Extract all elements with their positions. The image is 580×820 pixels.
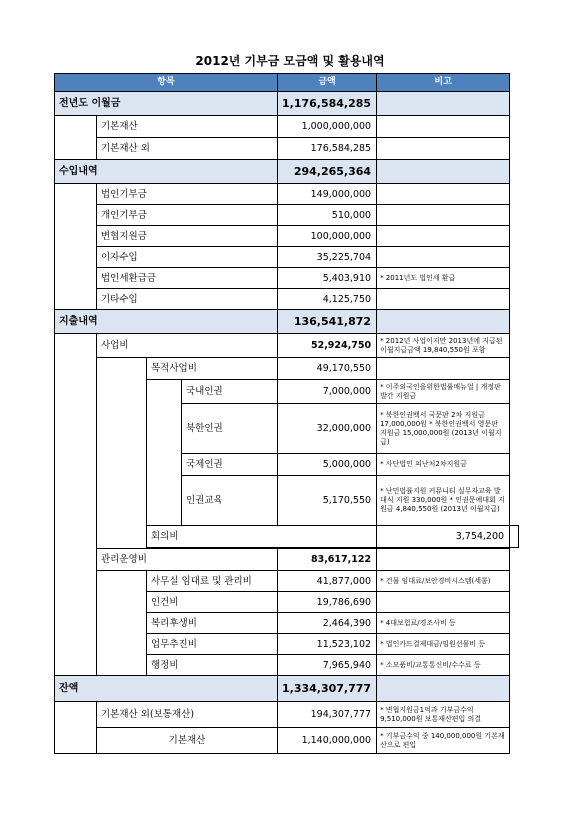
row-note	[377, 247, 510, 268]
row-amount: 11,523,102	[278, 634, 377, 655]
row-amount: 7,965,940	[278, 655, 377, 676]
row-note: * 4대보험료/경조사비 등	[377, 613, 510, 634]
row-note	[510, 526, 519, 548]
table-row	[55, 92, 519, 116]
row-note	[377, 138, 510, 160]
row-label: 기본재산 외(보통재산)	[97, 702, 278, 728]
donation-table	[54, 73, 519, 754]
row-note	[377, 289, 510, 310]
row-amount: 35,225,704	[278, 247, 377, 268]
row-note	[377, 226, 510, 247]
row-amount: 3,754,200	[377, 526, 510, 548]
row-label: 국내인권	[182, 380, 278, 404]
row-amount: 7,000,000	[278, 380, 377, 404]
header-item: 항목	[55, 74, 278, 92]
row-note: * 2011년도 법인세 환급	[377, 268, 510, 289]
row-amount: 5,170,550	[278, 476, 377, 526]
row-amount: 136,541,872	[278, 310, 377, 334]
table-row	[55, 728, 519, 754]
row-note: * 난민법률지원 커뮤니티 실무자교육 발대식 지원 330,000원 * 인권문예대회 지원금 4,840,550원 (2013년 이월지급)	[377, 476, 510, 526]
row-label: 개인기부금	[97, 205, 278, 226]
row-amount: 294,265,364	[278, 160, 377, 184]
row-label: 법인기부금	[97, 184, 278, 205]
row-amount: 19,786,690	[278, 592, 377, 613]
row-amount: 1,140,000,000	[278, 728, 377, 754]
row-note: * 소모품비/교통통신비/수수료 등	[377, 655, 510, 676]
page-title: 2012년 기부금 모금액 및 활용내역	[195, 54, 385, 68]
row-amount: 32,000,000	[278, 404, 377, 454]
row-amount: 1,000,000,000	[278, 116, 377, 138]
row-label: 사무실 임대료 및 관리비	[147, 571, 278, 592]
row-amount: 49,170,550	[278, 358, 377, 380]
row-note	[377, 358, 510, 380]
row-label: 기본재산	[97, 116, 278, 138]
table-row	[55, 334, 519, 358]
row-label: 전년도 이월금	[55, 92, 278, 116]
row-label: 기타수입	[97, 289, 278, 310]
row-note	[377, 160, 510, 184]
row-note: * 기부금수익 중 140,000,000원 기본재산으로 편입	[377, 728, 510, 754]
row-amount: 5,403,910	[278, 268, 377, 289]
row-label: 북한인권	[182, 404, 278, 454]
table-row	[55, 289, 519, 310]
row-note: * 건물 임대료/보안경비시스템(세콤)	[377, 571, 510, 592]
row-label: 사업비	[97, 334, 278, 358]
row-label: 복리후생비	[147, 613, 278, 634]
row-note	[377, 549, 510, 571]
row-amount: 176,584,285	[278, 138, 377, 160]
row-amount: 5,000,000	[278, 454, 377, 476]
table-row	[55, 247, 519, 268]
row-label: 행정비	[147, 655, 278, 676]
row-label: 지출내역	[55, 310, 278, 334]
table-row	[55, 184, 519, 205]
row-amount: 100,000,000	[278, 226, 377, 247]
row-note: * 법인카드결제대금/임원선물비 등	[377, 634, 510, 655]
row-label: 업무추진비	[147, 634, 278, 655]
table-row	[55, 571, 519, 592]
row-note: * 사단법인 피난처2차지원금	[377, 454, 510, 476]
row-label: 기본재산 외	[97, 138, 278, 160]
row-label: 회의비	[147, 526, 377, 548]
row-label: 잔액	[55, 676, 278, 702]
row-label: 기본재산	[97, 728, 278, 754]
row-note: * 이주외국인을위한법률매뉴얼 | 개정판 발간 지원금	[377, 380, 510, 404]
row-amount: 1,334,307,777	[278, 676, 377, 702]
row-amount: 194,307,777	[278, 702, 377, 728]
row-label: 인권교육	[182, 476, 278, 526]
table-row	[55, 676, 519, 702]
row-label: 목적사업비	[147, 358, 278, 380]
table-row	[55, 702, 519, 728]
table-row	[55, 138, 519, 160]
row-note	[377, 205, 510, 226]
table-row	[55, 226, 519, 247]
row-note: * 북한인권백서 국문판 2차 지원금 17,000,000원 * 북한인권백서 영문판 지원금 15,000,000원 (2013년 이월지급)	[377, 404, 510, 454]
row-note	[377, 116, 510, 138]
row-amount: 52,924,750	[278, 334, 377, 358]
row-note: * 2012년 사업이지만 2013년에 지급된 이월지급금액 19,840,550원 포함	[377, 334, 510, 358]
row-note	[377, 592, 510, 613]
row-note	[377, 184, 510, 205]
row-amount: 510,000	[278, 205, 377, 226]
row-label: 관리운영비	[97, 549, 278, 571]
row-note	[377, 676, 510, 702]
row-label: 변협지원금	[97, 226, 278, 247]
row-label: 법인세환급금	[97, 268, 278, 289]
row-amount: 2,464,390	[278, 613, 377, 634]
row-label: 인건비	[147, 592, 278, 613]
table-row	[55, 549, 519, 571]
row-label: 이자수입	[97, 247, 278, 268]
row-amount: 149,000,000	[278, 184, 377, 205]
row-note: * 변협지원금1억과 기부금수익 9,510,000원 보통재산편입 의결	[377, 702, 510, 728]
row-label: 수입내역	[55, 160, 278, 184]
table-row	[55, 160, 519, 184]
table-row	[55, 310, 519, 334]
row-amount: 41,877,000	[278, 571, 377, 592]
header-amount: 금액	[278, 74, 377, 92]
table-row	[55, 268, 519, 289]
row-amount: 4,125,750	[278, 289, 377, 310]
table-row	[55, 116, 519, 138]
table-row	[55, 205, 519, 226]
row-label: 국제인권	[182, 454, 278, 476]
table-row	[55, 358, 519, 380]
row-note	[377, 310, 510, 334]
header-note: 비고	[377, 74, 510, 92]
row-amount: 1,176,584,285	[278, 92, 377, 116]
row-amount: 83,617,122	[278, 549, 377, 571]
header-row	[55, 74, 519, 92]
row-note	[377, 92, 510, 116]
